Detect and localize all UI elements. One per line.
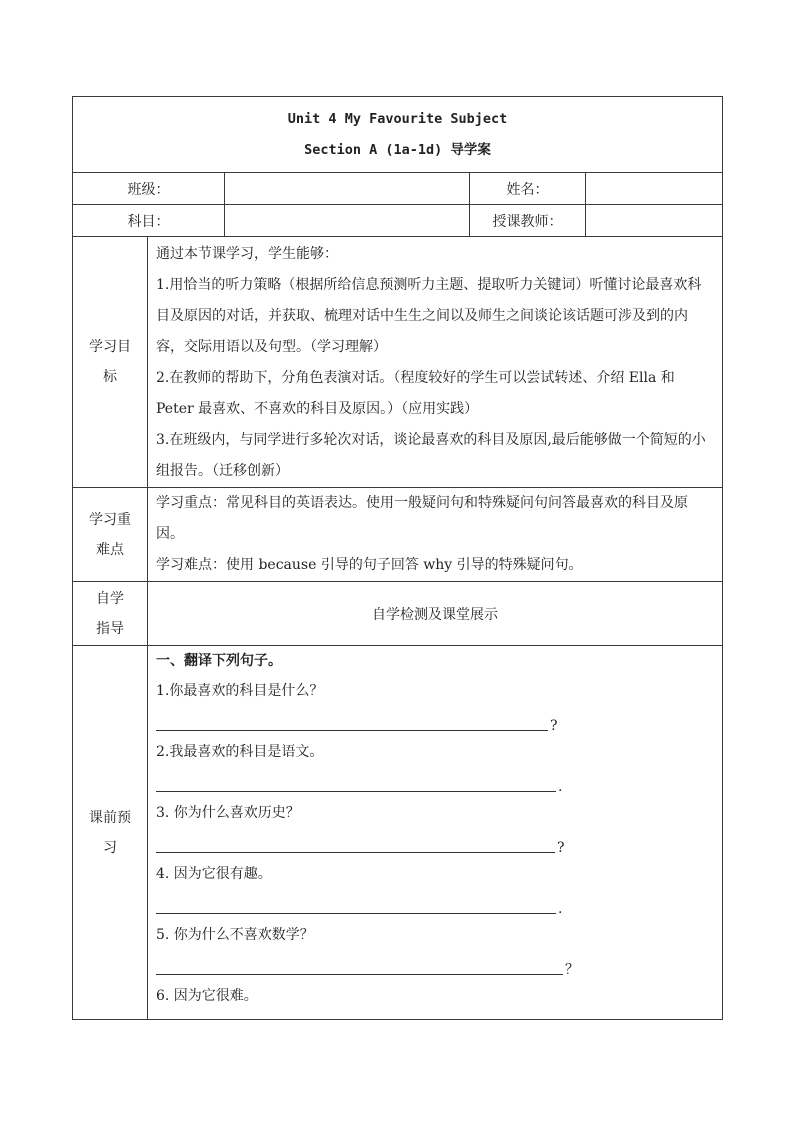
key-point: 学习重点：常见科目的英语表达。使用一般疑问句和特殊疑问句问答最喜欢的科目及原因。	[156, 495, 688, 542]
answer-line-2[interactable]	[156, 790, 556, 792]
answer-end-1: ?	[550, 718, 558, 734]
subject-field[interactable]	[225, 205, 470, 237]
question-6: 6. 因为它很难。	[156, 988, 258, 1004]
answer-row-4	[156, 889, 714, 920]
worksheet-table	[72, 96, 723, 1020]
teacher-field[interactable]	[586, 205, 723, 237]
goals-intro: 通过本节课学习，学生能够：	[156, 246, 338, 262]
goal-2: 2.在教师的帮助下，分角色表演对话。（程度较好的学生可以尝试转述、介绍 Ella 和 Peter 最喜欢、不喜欢的科目及原因。）（应用实践）	[156, 370, 675, 417]
title-cell	[73, 97, 723, 173]
answer-row-3	[156, 828, 714, 859]
subject-label: 科目：	[73, 205, 225, 237]
answer-line-5[interactable]	[156, 973, 563, 975]
answer-end-2: .	[558, 779, 563, 795]
title-line-1: Unit 4 My Favourite Subject	[287, 110, 508, 127]
guide-label-cell	[73, 582, 148, 646]
preview-content	[148, 646, 723, 1020]
keypoints-label-cell	[73, 488, 148, 582]
guide-content: 自学检测及课堂展示	[148, 582, 723, 646]
worksheet	[72, 96, 722, 1020]
difficult-point: 学习难点：使用 because 引导的句子回答 why 引导的特殊疑问句。	[156, 557, 583, 573]
question-3: 3. 你为什么喜欢历史？	[156, 805, 300, 821]
answer-end-5: ？	[565, 962, 579, 978]
class-field[interactable]	[225, 173, 470, 205]
name-field[interactable]	[586, 173, 723, 205]
question-1: 1.你最喜欢的科目是什么？	[156, 683, 324, 699]
goal-3: 3.在班级内，与同学进行多轮次对话，谈论最喜欢的科目及原因,最后能够做一个简短的小组报告。（迁移创新）	[156, 432, 706, 479]
answer-end-4: .	[558, 901, 563, 917]
answer-line-3[interactable]	[156, 851, 555, 853]
keypoints-label: 学习重难点	[89, 511, 131, 558]
answer-row-2	[156, 767, 714, 798]
question-4: 4. 因为它很有趣。	[156, 866, 272, 882]
answer-row-5	[156, 950, 714, 981]
goals-label: 学习目标	[89, 339, 131, 385]
goal-1: 1.用恰当的听力策略（根据所给信息预测听力主题、提取听力关键词）听懂讨论最喜欢科目及原因的对话，并获取、梳理对话中生生之间以及师生之间谈论该话题可涉及到的内容，交际用语以及句型。（学习理解）	[156, 277, 702, 355]
keypoints-content	[148, 488, 723, 582]
goals-label-cell	[73, 237, 148, 488]
answer-row-1	[156, 706, 714, 737]
preview-heading: 一、翻译下列句子。	[156, 653, 282, 669]
answer-line-4[interactable]	[156, 912, 556, 914]
question-2: 2.我最喜欢的科目是语文。	[156, 744, 324, 760]
name-label: 姓名：	[470, 173, 586, 205]
class-label: 班级：	[73, 173, 225, 205]
answer-line-1[interactable]	[156, 729, 548, 731]
answer-end-3: ?	[557, 840, 565, 856]
preview-label: 课前预习	[89, 809, 131, 856]
preview-label-cell	[73, 646, 148, 1020]
goals-content	[148, 237, 723, 488]
guide-label: 自学指导	[96, 590, 124, 637]
teacher-label: 授课教师：	[470, 205, 586, 237]
question-5: 5. 你为什么不喜欢数学？	[156, 927, 314, 943]
title-line-2: Section A (1a-1d) 导学案	[304, 141, 491, 158]
